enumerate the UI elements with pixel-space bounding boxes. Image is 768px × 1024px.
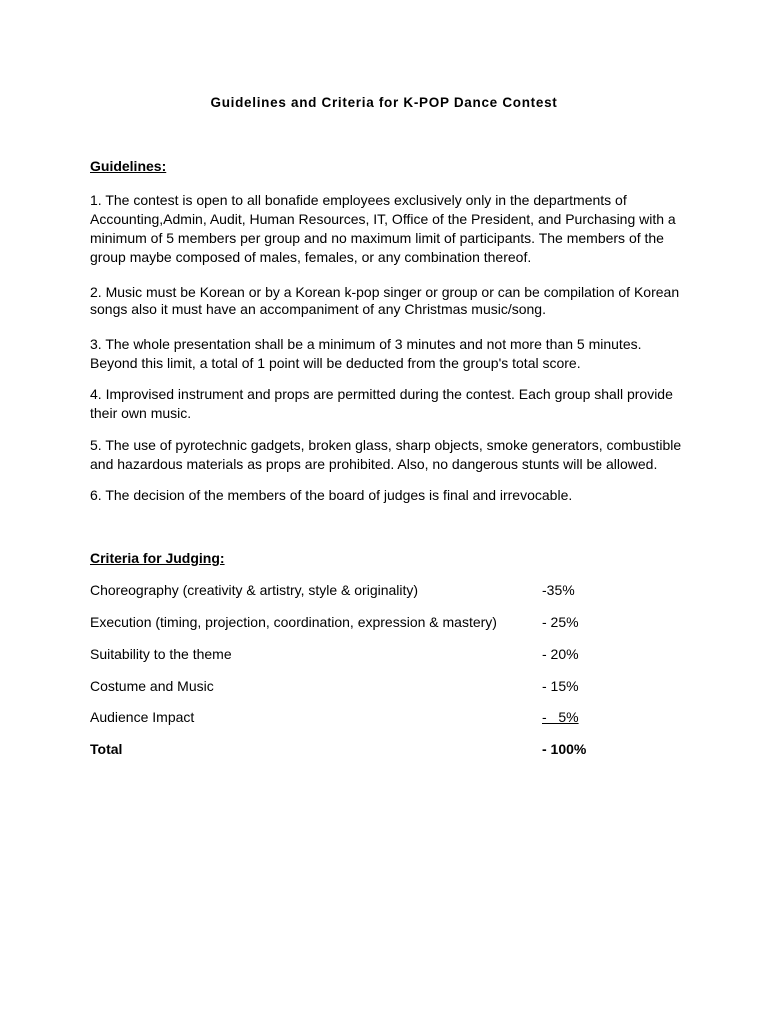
guideline-6-line-1: 6. The decision of the members of the board of judges is final and irrevocable. — [90, 487, 573, 503]
guideline-4-line-1: 4. Improvised instrument and props are permitted during the contest. Each group shall provide — [90, 386, 673, 402]
total-value: - 100% — [542, 741, 587, 757]
criteria-heading: Criteria for Judging: — [90, 550, 225, 566]
guidelines-heading: Guidelines: — [90, 158, 167, 174]
document-title: Guidelines and Criteria for K-POP Dance Contest — [210, 95, 558, 110]
total-label: Total — [90, 741, 123, 757]
criteria-label: Execution (timing, projection, coordination, expression & mastery) — [90, 614, 497, 630]
criteria-value: - 15% — [542, 678, 579, 694]
criteria-label: Choreography (creativity & artistry, style & originality) — [90, 582, 419, 598]
guideline-5-line-1: 5. The use of pyrotechnic gadgets, broken glass, sharp objects, smoke generators, combustible — [90, 437, 682, 453]
guideline-1 — [90, 191, 690, 267]
guideline-3-line-1: 3. The whole presentation shall be a minimum of 3 minutes and not more than 5 minutes. — [90, 336, 642, 352]
criteria-value: - 5% — [542, 709, 579, 725]
guideline-2-line-1: 2. Music must be Korean or by a Korean k-pop singer or group or can be compilation of Korean — [90, 284, 680, 300]
guideline-5-line-2: and hazardous materials as props are prohibited. Also, no dangerous stunts will be allowed. — [90, 456, 658, 472]
guideline-1-line-3: minimum of 5 members per group and no maximum limit of participants. The members of the — [90, 230, 664, 246]
guideline-3 — [90, 335, 690, 373]
guideline-4-line-2: their own music. — [90, 405, 192, 421]
guideline-1-line-4: group maybe composed of males, females, or any combination thereof. — [90, 249, 532, 265]
guideline-2 — [90, 284, 690, 318]
guideline-3-line-2: Beyond this limit, a total of 1 point will be deducted from the group's total score. — [90, 355, 581, 371]
guideline-1-line-1: 1. The contest is open to all bonafide employees exclusively only in the departments of — [90, 192, 627, 208]
guideline-6 — [90, 486, 690, 505]
criteria-value: -35% — [542, 582, 575, 598]
criteria-label: Audience Impact — [90, 709, 195, 725]
criteria-value: - 25% — [542, 614, 579, 630]
guideline-4 — [90, 385, 690, 423]
guideline-2-line-2: songs also it must have an accompaniment of any Christmas music/song. — [90, 301, 546, 317]
criteria-label: Costume and Music — [90, 678, 214, 694]
criteria-value: - 20% — [542, 646, 579, 662]
criteria-label: Suitability to the theme — [90, 646, 232, 662]
guideline-1-line-2: Accounting,Admin, Audit, Human Resources, IT, Office of the President, and Purchasing with a — [90, 211, 676, 227]
guideline-5 — [90, 436, 690, 474]
